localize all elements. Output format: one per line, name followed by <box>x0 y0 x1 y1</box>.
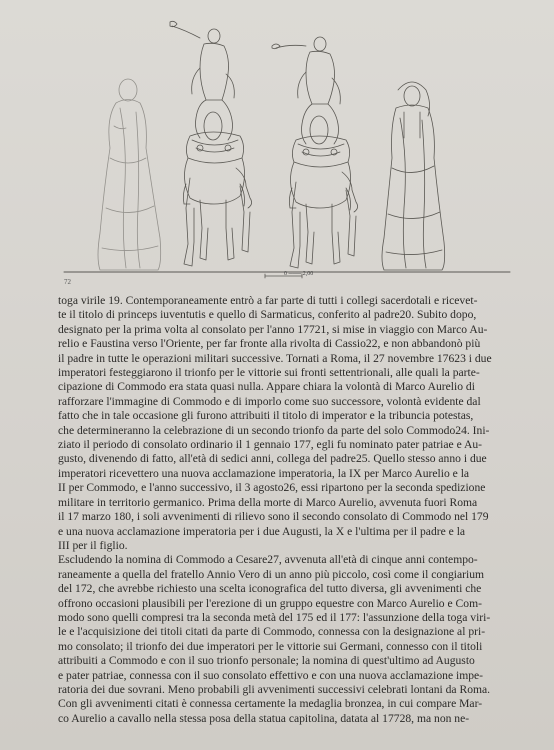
text-line: toga virile 19. Contemporaneamente entrò a far parte di tutti i collegi sacerdotali e ricevet- <box>58 294 478 307</box>
text-line: modo sono quelli compresi tra la seconda metà del 175 ed il 177: l'assunzione della toga viri- <box>58 610 491 624</box>
page-number: 72 <box>64 278 71 286</box>
text-line: militare in territorio germanico. Prima della morte di Marco Aurelio, avvenuta fuori Roma <box>58 495 478 509</box>
text-line: cipazione di Commodo era stata quasi nulla. Appare chiara la volontà di Marco Aurelio di <box>58 380 475 394</box>
text-line: del 172, che avrebbe richiesto una scelta iconografica del tutto diversa, gli avvenimenti che <box>58 582 482 596</box>
text-line: designato per la prima volta al consolato per l'anno 17721, si mise in viaggio con Marco Au- <box>58 322 488 336</box>
text-line: ratoria dei due sovrani. Meno probabili gli avvenimenti successivi celebrati lontani da Roma. <box>58 682 491 696</box>
text-line: e una nuova acclamazione imperatoria per i due Augusti, la X e l'ultima per il padre e la <box>58 524 466 538</box>
text-line: e pater patriae, connessa con il suo consolato effettivo e con una nuova acclamazione impe- <box>58 668 484 682</box>
text-line: te il titolo di princeps iuventutis e quello di Sarmaticus, conferito al padre20. Subito dopo, <box>58 308 477 322</box>
text-line: fatto che in tale occasione gli furono attribuiti il titolo di imperator e la tribuncia potestas, <box>58 409 474 423</box>
text-line: III per il figlio. <box>58 538 128 552</box>
text-line: offrono occasioni plausibili per l'erezione di un gruppo equestre con Marco Aurelio e Com- <box>58 596 482 610</box>
text-line: attribuiti a Commodo e con il suo trionfo personale; la nomina di quest'ultimo ad Augusto <box>58 654 475 668</box>
left-standing-figure <box>98 79 161 270</box>
text-line: mo consolato; il trionfo dei due imperatori per le vittorie sui Germani, connesso con il titoli <box>58 639 483 653</box>
statues-line-drawing <box>40 8 530 283</box>
text-line: imperatori ricevettero una nuova acclamazione imperatoria, la IX per Marco Aurelio e la <box>58 466 470 480</box>
text-line: il 17 marzo 180, i soli avvenimenti di rilievo sono il secondo consolato di Commodo nel 179 <box>58 510 489 524</box>
scale-label: 0 ─── 2,00 <box>284 271 314 277</box>
text-line: imperatori festeggiarono il trionfo per le vittorie sui fronti settentrionali, alle quali la parte- <box>58 366 480 380</box>
body-text <box>58 294 530 726</box>
text-line: ziato il periodo di consolato ordinario il 1 gennaio 177, egli fu nominato pater patriae e Au- <box>58 438 483 452</box>
text-line: rafforzare l'immagine di Commodo e di imporlo come suo successore, volontà evidente dal <box>58 394 481 408</box>
text-line: il padre in tutte le operazioni militari successive. Tornati a Roma, il 27 novembre 17623 i due <box>58 351 492 365</box>
right-equestrian-statue <box>272 37 358 268</box>
left-equestrian-statue <box>170 21 252 266</box>
text-line: Con gli avvenimenti citati è connessa certamente la medaglia bronzea, in cui compare Mar- <box>58 697 483 711</box>
text-line: raneamente a quella del fratello Annio Vero di un anno più piccolo, così come il congiarium <box>58 567 485 581</box>
text-line: co Aurelio a cavallo nella stessa posa della statua capitolina, datata al 17728, ma non ne- <box>58 711 470 725</box>
text-line: Escludendo la nomina di Commodo a Cesare27, avvenuta all'età di cinque anni contempo- <box>58 553 478 567</box>
text-line: gusto, divenendo di fatto, all'età di sedici anni, collega del padre25. Quello stesso anno i due <box>58 452 487 466</box>
text-line: che determineranno la celebrazione di un secondo trionfo da parte del solo Commodo24. Ini- <box>58 423 490 437</box>
paragraph-1 <box>58 294 530 553</box>
right-standing-figure <box>382 82 445 270</box>
text-line: le e l'acquisizione dei titoli citati da parte di Commodo, connessa con la designazione al pri- <box>58 625 486 639</box>
text-line: II per Commodo, e l'anno successivo, il 3 agosto26, essi ripartono per la seconda spedizione <box>58 481 486 495</box>
paragraph-2 <box>58 553 530 726</box>
text-line: relio e Faustina verso l'Oriente, per far fronte alla rivolta di Cassio22, e non abbandonò più <box>58 337 481 351</box>
